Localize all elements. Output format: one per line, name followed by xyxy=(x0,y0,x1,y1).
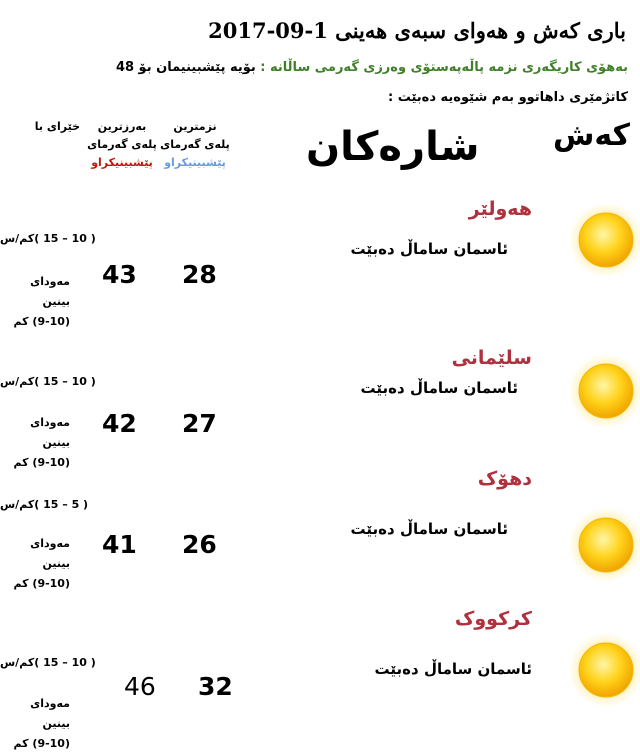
visibility-value: (9-10) کم xyxy=(13,456,70,469)
visibility xyxy=(0,413,70,473)
city-name: هەولێر xyxy=(468,198,532,220)
wind-speed: ( 5 – 15 )کم/س xyxy=(0,498,89,511)
forecast-hours: بۆیە پێشبینیمان بۆ 48 xyxy=(115,60,256,75)
max-temp-value: 42 xyxy=(102,409,137,438)
city-row-kirkuk xyxy=(0,608,640,751)
sun-icon xyxy=(560,349,640,429)
visibility-label: مەودای بینین xyxy=(30,697,70,730)
min-temp-note: پێشبینیکراو xyxy=(164,156,226,169)
visibility-label: مەودای بینین xyxy=(30,275,70,308)
visibility-label: مەودای بینین xyxy=(30,537,70,570)
visibility-value: (9-10) کم xyxy=(13,315,70,328)
max-temp-value: 46 xyxy=(124,672,156,701)
sun-icon xyxy=(560,628,640,708)
column-header-wind: خێرای با xyxy=(34,120,80,133)
wind-speed: ( 10 – 15 )کم/س xyxy=(0,375,96,388)
min-temp-value: 27 xyxy=(182,409,217,438)
min-temp-value: 26 xyxy=(182,530,217,559)
weather-description: ئاسمان ساماڵ دەبێت xyxy=(350,520,508,538)
wind-speed: ( 10 – 15 )کم/س xyxy=(0,232,96,245)
sun-icon xyxy=(560,198,640,278)
visibility xyxy=(0,272,70,332)
city-name: سلێمانی xyxy=(451,347,532,369)
visibility xyxy=(0,694,70,754)
forecast-cause: بەهۆی کاریگەری نزمە پاڵەپەستۆی وەرزی گەرمی ساڵانە : xyxy=(255,60,628,75)
visibility-value: (9-10) کم xyxy=(13,577,70,590)
page-title: باری کەش و هەوای سبەی هەینی 1-09-2017 xyxy=(208,18,626,43)
column-header-min-temp xyxy=(160,118,230,172)
max-temp-note: پێشبینیکراو xyxy=(91,156,153,169)
wind-speed: ( 10 – 15 )کم/س xyxy=(0,656,96,669)
min-temp-value: 28 xyxy=(182,260,217,289)
min-temp-label: نزمترین پلەی گەرمای xyxy=(160,120,230,151)
weather-description: ئاسمان ساماڵ دەبێت xyxy=(374,660,532,678)
weather-description: ئاسمان ساماڵ دەبێت xyxy=(350,240,508,258)
max-temp-label: بەرزترین پلەی گەرمای xyxy=(87,120,157,151)
city-row-duhok xyxy=(0,468,640,608)
visibility-label: مەودای بینین xyxy=(30,416,70,449)
column-header-cities: شارەکان xyxy=(306,124,480,170)
column-header-weather: کەش xyxy=(552,118,630,153)
min-temp-value: 32 xyxy=(198,672,233,701)
max-temp-value: 43 xyxy=(102,260,137,289)
weather-description: ئاسمان ساماڵ دەبێت xyxy=(360,379,518,397)
city-row-erbil xyxy=(0,198,640,338)
visibility xyxy=(0,534,70,594)
column-header-max-temp xyxy=(84,118,160,172)
forecast-intro xyxy=(116,60,628,75)
city-name: دهۆک xyxy=(477,468,532,490)
city-row-sulaymaniyah xyxy=(0,347,640,487)
forecast-intro-line2: کاتژمێری داهاتوو بەم شێوەیە دەبێت : xyxy=(388,90,628,105)
max-temp-value: 41 xyxy=(102,530,137,559)
visibility-value: (9-10) کم xyxy=(13,737,70,750)
sun-icon xyxy=(560,503,640,583)
city-name: کرکووک xyxy=(454,608,532,630)
